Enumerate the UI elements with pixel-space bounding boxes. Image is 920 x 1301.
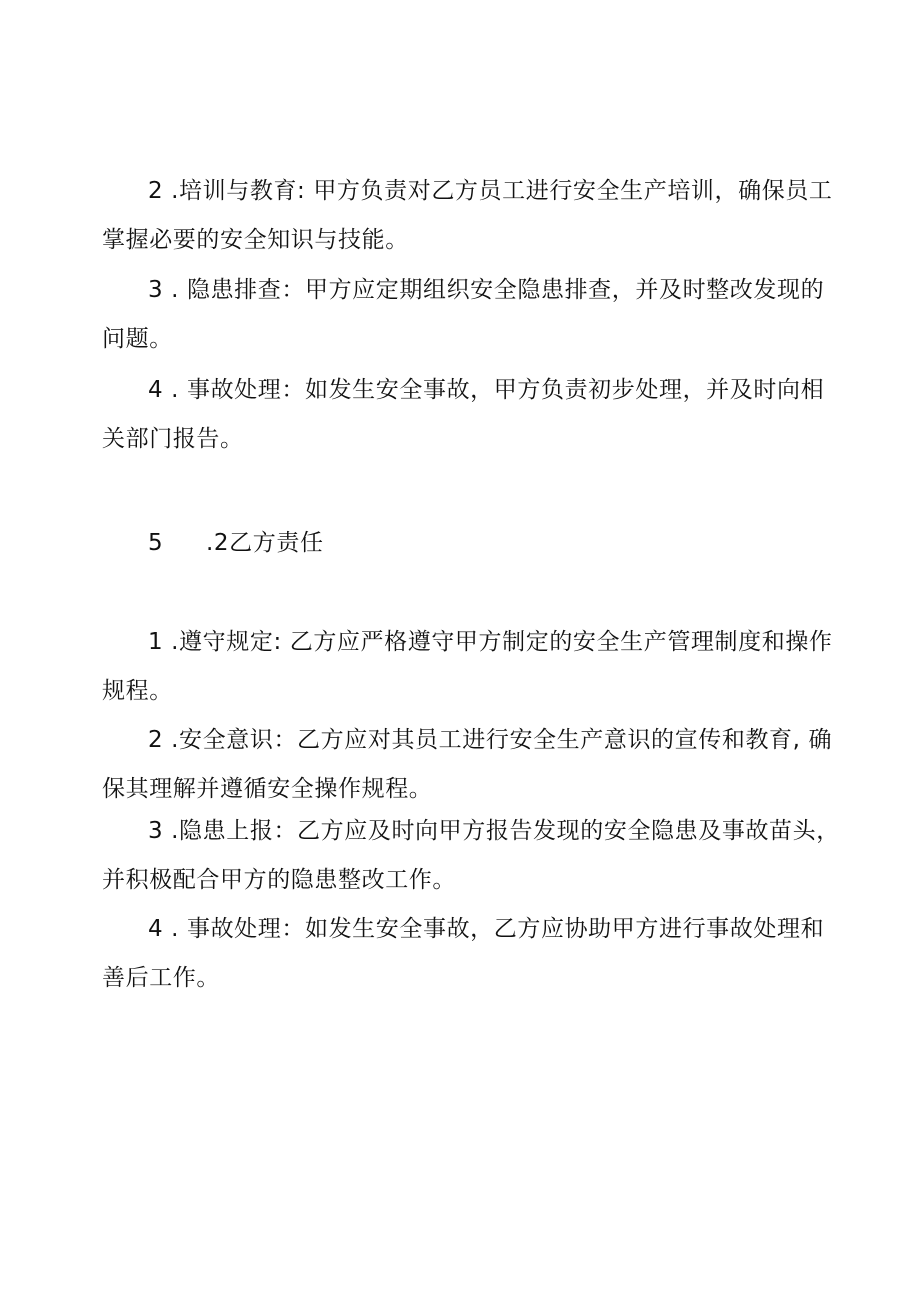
item-a4-line2: 关部门报告。 (102, 426, 244, 452)
item-a4-line1 (0, 375, 920, 405)
heading-number: 5 (148, 530, 164, 556)
item-number: 2 (148, 178, 164, 204)
item-text: .遵守规定: 乙方应严格遵守甲方制定的安全生产管理制度和操作 (163, 629, 833, 655)
item-number: 4 (148, 377, 164, 403)
item-b1-line1 (0, 627, 920, 657)
item-a2-line1 (0, 176, 920, 206)
item-a3-line2: 问题。 (102, 326, 173, 352)
item-b3-line2: 并积极配合甲方的隐患整改工作。 (102, 867, 456, 893)
item-b4-line2: 善后工作。 (102, 965, 220, 991)
item-b4-line1 (0, 914, 920, 944)
item-text: . 事故处理：如发生安全事故，甲方负责初步处理，并及时向相 (163, 377, 825, 403)
item-number: 3 (148, 818, 164, 844)
item-text: .培训与教育: 甲方负责对乙方员工进行安全生产培训，确保员工 (163, 178, 833, 204)
heading-text: .2乙方责任 (206, 530, 324, 556)
item-b3-line1 (0, 816, 920, 846)
item-number: 3 (148, 277, 164, 303)
item-text: . 隐患排查：甲方应定期组织安全隐患排查，并及时整改发现的 (163, 277, 825, 303)
section-heading (148, 528, 324, 558)
item-number: 2 (148, 727, 164, 753)
item-text: .安全意识：乙方应对其员工进行安全生产意识的宣传和教育, 确 (163, 727, 833, 753)
item-text: . 事故处理：如发生安全事故，乙方应协助甲方进行事故处理和 (163, 916, 825, 942)
item-text: .隐患上报：乙方应及时向甲方报告发现的安全隐患及事故苗头， (163, 818, 840, 844)
item-a2-line2: 掌握必要的安全知识与技能。 (102, 227, 409, 253)
item-number: 1 (148, 629, 164, 655)
item-number: 4 (148, 916, 164, 942)
item-a3-line1 (0, 275, 920, 305)
item-b1-line2: 规程。 (102, 678, 173, 704)
item-b2-line2: 保其理解并遵循安全操作规程。 (102, 776, 433, 802)
item-b2-line1 (0, 725, 920, 755)
